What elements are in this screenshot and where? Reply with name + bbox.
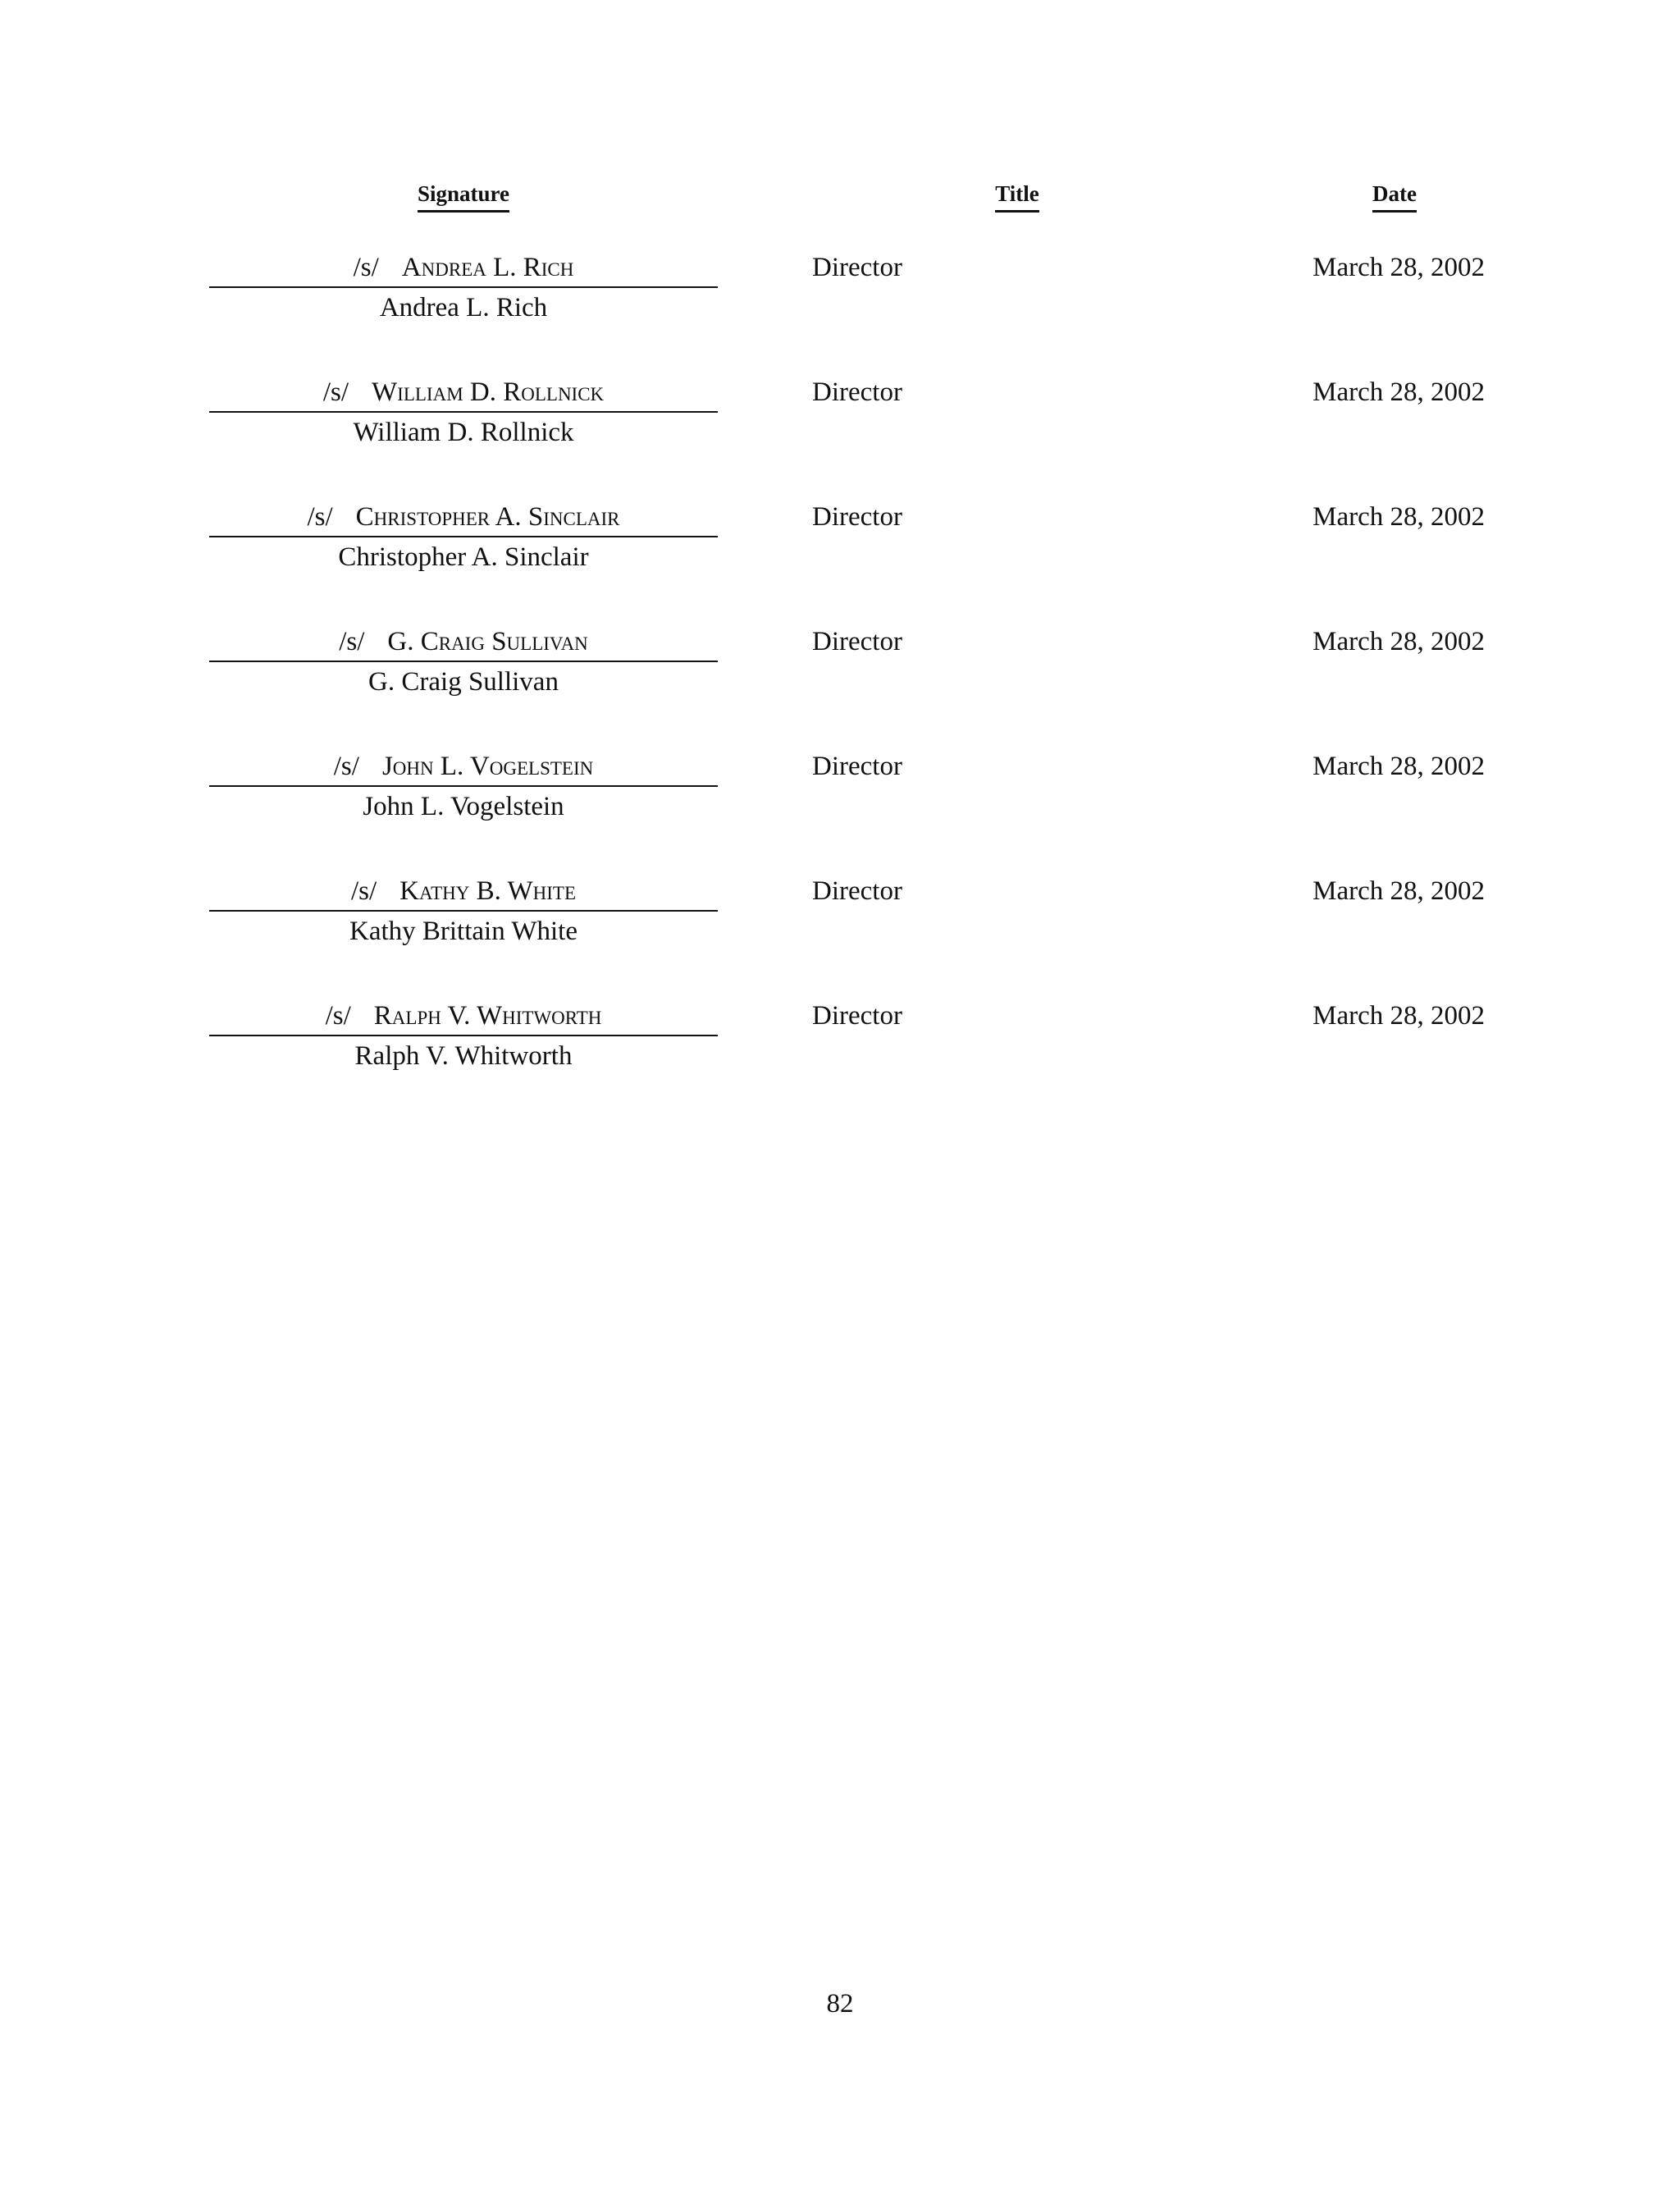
signer-title: Director — [812, 876, 902, 906]
printed-name: Kathy Brittain White — [349, 917, 578, 946]
signature-block — [0, 249, 1680, 339]
header-date: Date — [1312, 179, 1477, 213]
signature-name: John L. Vogelstein — [381, 752, 594, 781]
signature-name: William D. Rollnick — [372, 377, 605, 407]
signature-mark: /s/ — [307, 502, 333, 532]
signature-line — [209, 373, 718, 413]
signing-date: March 28, 2002 — [1312, 253, 1485, 282]
signing-date: March 28, 2002 — [1312, 502, 1485, 532]
signer-title: Director — [812, 502, 902, 532]
signature-block — [0, 623, 1680, 713]
signature-block — [0, 498, 1680, 588]
signing-date: March 28, 2002 — [1312, 876, 1485, 906]
signer-title: Director — [812, 377, 902, 407]
header-signature: Signature — [209, 179, 718, 213]
signature-block — [0, 373, 1680, 464]
signature-block — [0, 872, 1680, 962]
signer-title: Director — [812, 253, 902, 282]
signature-name: G. Craig Sullivan — [387, 627, 588, 656]
signing-date: March 28, 2002 — [1312, 627, 1485, 656]
printed-name: John L. Vogelstein — [363, 792, 564, 821]
signature-line — [209, 498, 718, 537]
signer-title: Director — [812, 627, 902, 656]
signer-title: Director — [812, 1001, 902, 1031]
signature-line — [209, 872, 718, 912]
signature-mark: /s/ — [350, 876, 377, 906]
page-number: 82 — [826, 1989, 854, 2019]
signature-name: Ralph V. Whitworth — [373, 1001, 602, 1031]
signature-mark: /s/ — [333, 752, 359, 781]
signature-name: Andrea L. Rich — [401, 253, 574, 282]
printed-name: William D. Rollnick — [353, 418, 574, 447]
signature-line — [209, 748, 718, 787]
signature-mark: /s/ — [325, 1001, 351, 1031]
column-headers — [0, 179, 1680, 212]
printed-name: Christopher A. Sinclair — [338, 542, 589, 572]
signing-date: March 28, 2002 — [1312, 752, 1485, 781]
printed-name: Ralph V. Whitworth — [354, 1041, 573, 1071]
signature-name: Kathy B. White — [399, 876, 577, 906]
signer-title: Director — [812, 752, 902, 781]
signature-mark: /s/ — [353, 253, 379, 282]
printed-name: G. Craig Sullivan — [368, 667, 559, 697]
signing-date: March 28, 2002 — [1312, 1001, 1485, 1031]
signature-line — [209, 623, 718, 662]
header-title: Title — [935, 179, 1099, 213]
signing-date: March 28, 2002 — [1312, 377, 1485, 407]
signature-block — [0, 997, 1680, 1087]
signature-line — [209, 997, 718, 1036]
signature-name: Christopher A. Sinclair — [355, 502, 620, 532]
printed-name: Andrea L. Rich — [379, 293, 548, 322]
signature-line — [209, 249, 718, 288]
signature-mark: /s/ — [322, 377, 349, 407]
signature-mark: /s/ — [339, 627, 365, 656]
signature-block — [0, 748, 1680, 838]
